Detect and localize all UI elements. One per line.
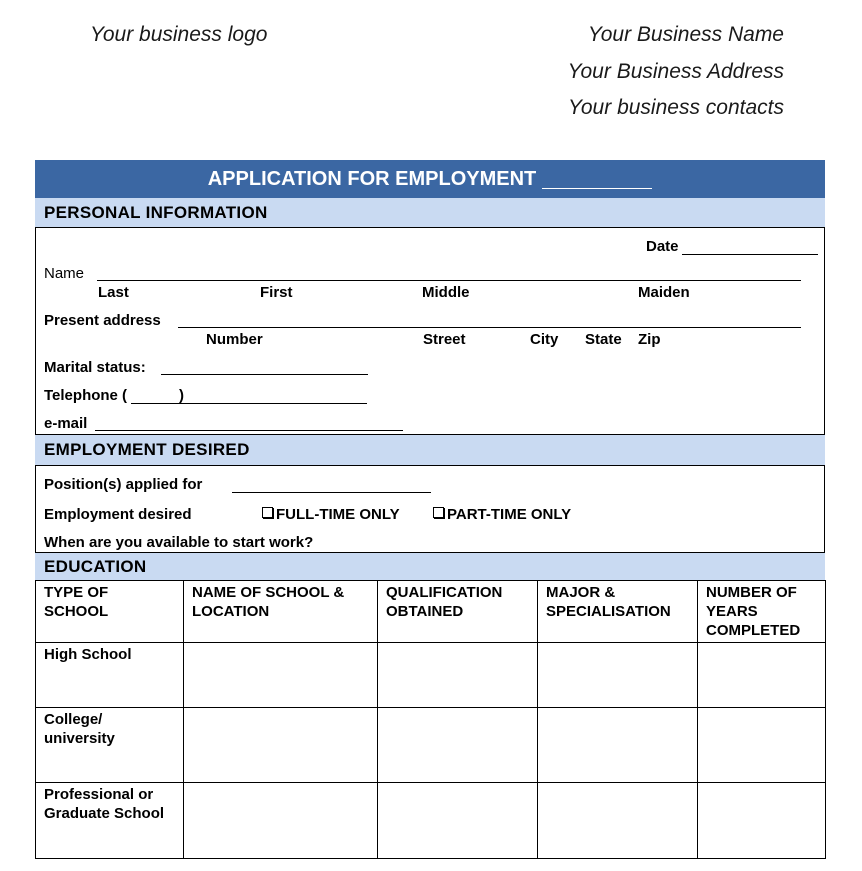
row-label-high-school: High School [36, 643, 184, 708]
name-part-middle: Middle [422, 284, 470, 301]
part-time-option[interactable] [433, 506, 571, 523]
address-label: Present address [44, 312, 161, 329]
start-work-question: When are you available to start work? [44, 534, 314, 551]
name-part-first: First [260, 284, 293, 301]
column-header-major: MAJOR & SPECIALISATION [538, 581, 698, 643]
section-header-employment [35, 435, 825, 465]
table-cell[interactable] [698, 643, 826, 708]
part-time-checkbox[interactable] [433, 507, 444, 518]
address-part-number: Number [206, 331, 263, 348]
telephone-close-paren: ) [179, 387, 184, 404]
date-label: Date [646, 238, 679, 255]
business-logo-placeholder: Your business logo [90, 23, 268, 46]
table-row [36, 708, 826, 783]
table-row [36, 643, 826, 708]
form-title-bar [35, 160, 825, 198]
address-part-city: City [530, 331, 559, 348]
position-field[interactable] [232, 492, 431, 493]
full-time-label: FULL-TIME ONLY [276, 506, 400, 523]
section-header-personal [35, 198, 825, 227]
marital-status-field[interactable] [161, 374, 368, 375]
business-address: Your Business Address [567, 60, 784, 83]
table-cell[interactable] [538, 708, 698, 783]
address-part-zip: Zip [638, 331, 661, 348]
telephone-label: Telephone ( [44, 387, 128, 404]
business-name: Your Business Name [587, 23, 784, 46]
column-header-school-name: NAME OF SCHOOL & LOCATION [184, 581, 378, 643]
section-title-personal: PERSONAL INFORMATION [44, 202, 268, 222]
name-label: Name [44, 265, 85, 282]
personal-info-box [35, 227, 825, 435]
title-blank-line[interactable] [542, 170, 652, 189]
full-time-option[interactable] [262, 506, 400, 523]
table-cell[interactable] [538, 643, 698, 708]
name-part-last: Last [98, 284, 129, 301]
column-header-years: NUMBER OF YEARS COMPLETED [698, 581, 826, 643]
full-time-checkbox[interactable] [262, 507, 273, 518]
education-table [35, 580, 826, 859]
position-label: Position(s) applied for [44, 476, 203, 493]
name-field[interactable] [97, 280, 801, 281]
employment-desired-box [35, 465, 825, 553]
date-field[interactable] [682, 254, 818, 255]
section-title-education: EDUCATION [44, 556, 147, 576]
part-time-label: PART-TIME ONLY [447, 506, 572, 523]
address-part-state: State [585, 331, 622, 348]
employment-desired-label: Employment desired [44, 506, 192, 523]
form-title: APPLICATION FOR EMPLOYMENT [207, 167, 537, 190]
email-field[interactable] [95, 430, 403, 431]
name-part-maiden: Maiden [638, 284, 690, 301]
table-cell[interactable] [184, 708, 378, 783]
row-label-professional: Professional or Graduate School [36, 783, 184, 859]
table-cell[interactable] [184, 783, 378, 859]
row-label-college: College/ university [36, 708, 184, 783]
column-header-qualification: QUALIFICATION OBTAINED [378, 581, 538, 643]
marital-status-label: Marital status: [44, 359, 146, 376]
column-header-type: TYPE OF SCHOOL [36, 581, 184, 643]
address-field[interactable] [178, 327, 801, 328]
table-row [36, 783, 826, 859]
address-part-street: Street [423, 331, 466, 348]
section-header-education [35, 553, 825, 580]
table-cell[interactable] [378, 643, 538, 708]
section-title-employment: EMPLOYMENT DESIRED [44, 440, 250, 459]
table-cell[interactable] [184, 643, 378, 708]
table-cell[interactable] [378, 783, 538, 859]
table-cell[interactable] [378, 708, 538, 783]
education-header-row [36, 581, 826, 643]
table-cell[interactable] [698, 783, 826, 859]
table-cell[interactable] [538, 783, 698, 859]
telephone-field[interactable] [131, 403, 367, 404]
email-label: e-mail [44, 415, 88, 432]
business-contacts: Your business contacts [568, 96, 784, 119]
table-cell[interactable] [698, 708, 826, 783]
